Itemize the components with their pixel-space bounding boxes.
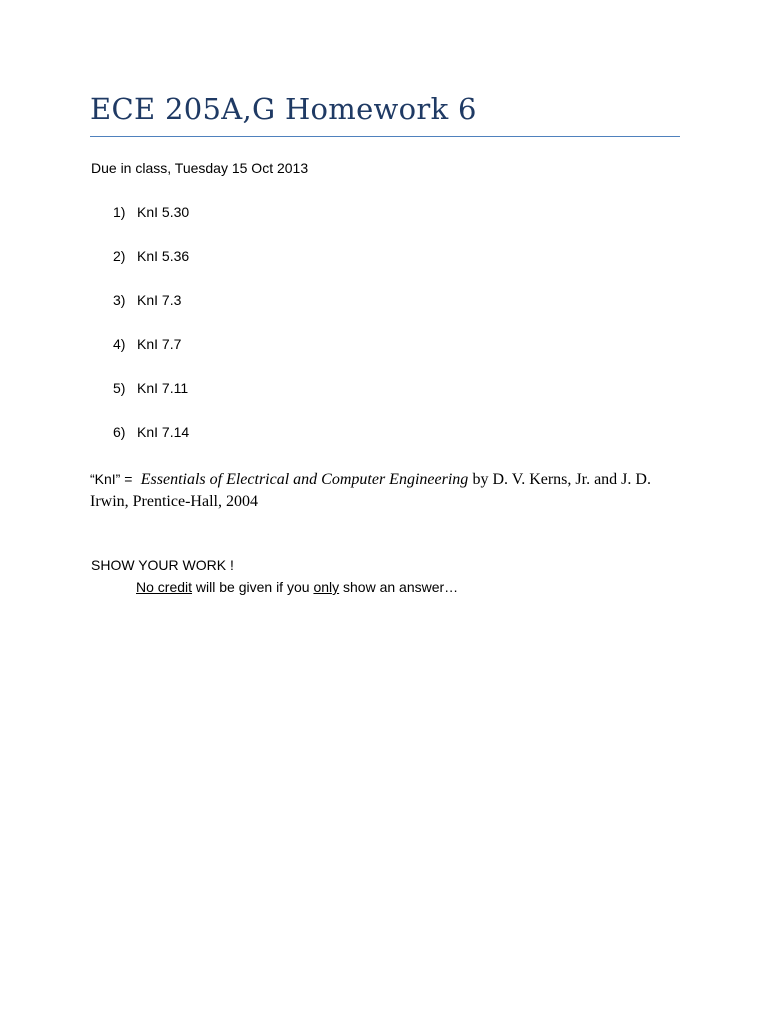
problem-number: 6) <box>113 424 126 440</box>
list-item <box>113 336 189 380</box>
list-item <box>113 424 189 468</box>
note-no-credit: No credit <box>136 579 193 595</box>
document-title: ECE 205A,G Homework 6 <box>90 92 477 126</box>
book-title: Essentials of Electrical and Computer Engineering <box>140 471 469 488</box>
problem-text: KnI 7.11 <box>137 380 189 396</box>
list-item <box>113 292 189 336</box>
title-divider <box>90 136 680 137</box>
list-item <box>113 380 189 424</box>
list-item <box>113 204 189 248</box>
problem-number: 1) <box>113 204 126 220</box>
problem-number: 3) <box>113 292 126 308</box>
problem-list <box>113 204 189 468</box>
note-middle: will be given if you <box>195 579 310 595</box>
problem-number: 5) <box>113 380 126 396</box>
problem-text: KnI 7.3 <box>137 292 182 308</box>
textbook-reference <box>90 468 690 513</box>
problem-text: KnI 7.14 <box>137 424 190 440</box>
problem-text: KnI 7.7 <box>137 336 182 352</box>
problem-number: 4) <box>113 336 126 352</box>
show-work-heading: SHOW YOUR WORK ! <box>91 557 234 573</box>
book-authors: by D. V. Kerns, Jr. and J. D. Irwin, Prentice-Hall, 2004 <box>90 471 651 510</box>
credit-note <box>136 579 458 595</box>
list-item <box>113 248 189 292</box>
problem-text: KnI 5.30 <box>137 204 190 220</box>
problem-number: 2) <box>113 248 126 264</box>
note-only: only <box>313 579 340 595</box>
due-date-text: Due in class, Tuesday 15 Oct 2013 <box>91 160 309 176</box>
note-end: show an answer… <box>343 579 459 595</box>
problem-text: KnI 5.36 <box>137 248 190 264</box>
reference-abbreviation: “KnI” = <box>90 471 133 487</box>
